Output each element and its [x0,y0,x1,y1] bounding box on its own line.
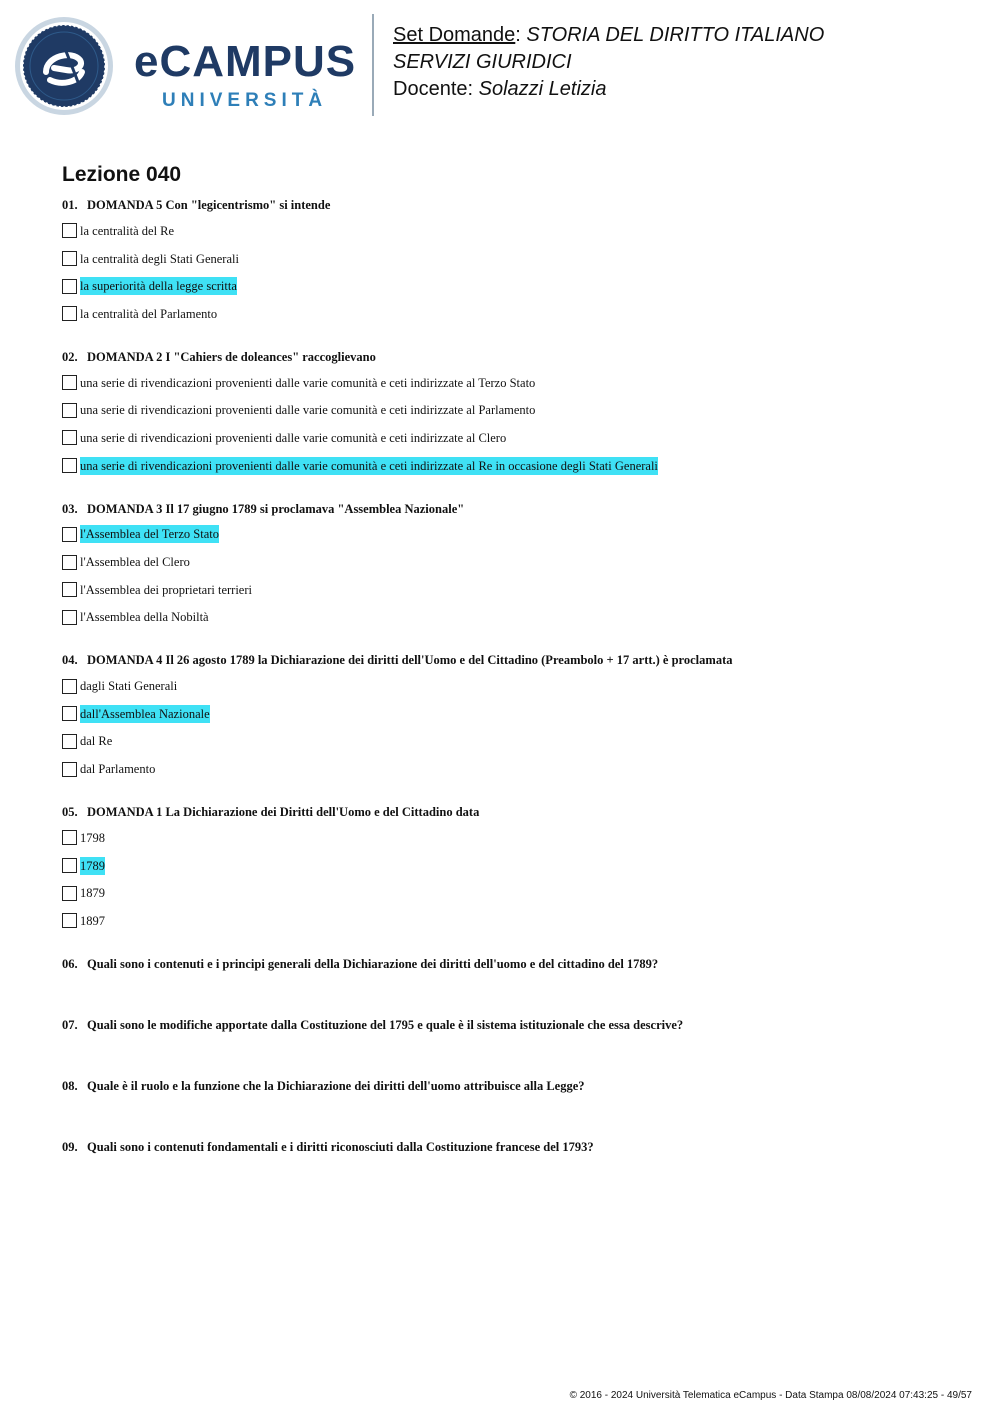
answer-checkbox[interactable] [62,610,77,625]
university-seal-icon [14,16,114,116]
page-footer: © 2016 - 2024 Università Telematica eCampus - Data Stampa 08/08/2024 07:43:25 - 49/57 [569,1390,972,1401]
question-text: Quali sono i contenuti fondamentali e i diritti riconosciuti dalla Costituzione francese del 1793? [87,1139,594,1154]
answer-checkbox[interactable] [62,458,77,473]
set-label: Set Domande [393,24,516,46]
ecampus-logo [14,16,357,116]
question-number: 06. [62,956,78,971]
question-heading [62,349,962,365]
set-title-line2: SERVIZI GIURIDICI [393,51,572,73]
answer-text: 1897 [80,913,105,928]
teacher-name: Solazzi Letizia [478,78,607,100]
answer-text-highlighted: l'Assemblea del Terzo Stato [80,527,219,542]
answer-checkbox[interactable] [62,223,77,238]
answer-checkbox[interactable] [62,886,77,901]
header-divider [372,14,374,116]
answer-option[interactable] [62,728,962,756]
answer-option[interactable] [62,424,962,452]
answer-checkbox[interactable] [62,830,77,845]
question-text: DOMANDA 5 Con "legicentrismo" si intende [87,198,331,212]
answer-option[interactable] [62,604,962,632]
answer-option[interactable] [62,245,962,273]
answer-option[interactable] [62,824,962,852]
header-info [393,22,824,103]
set-title: STORIA DEL DIRITTO ITALIANO [526,24,825,46]
question-block [62,501,962,632]
question-block [62,652,962,783]
teacher-label: Docente [393,78,468,100]
answer-checkbox[interactable] [62,403,77,418]
answer-text: la centralità degli Stati Generali [80,251,239,266]
question-heading [62,501,962,517]
answer-checkbox[interactable] [62,555,77,570]
answer-checkbox[interactable] [62,527,77,542]
answer-option[interactable] [62,755,962,783]
question-text: DOMANDA 3 Il 17 giugno 1789 si proclamava "Assemblea Nazionale" [87,501,465,516]
question-heading [62,956,962,972]
answer-checkbox[interactable] [62,279,77,294]
answer-option[interactable] [62,369,962,397]
question-block [62,1017,962,1057]
answer-option[interactable] [62,907,962,935]
answer-option[interactable] [62,879,962,907]
question-heading [62,1017,962,1033]
answer-text: 1879 [80,886,105,901]
answer-text: dagli Stati Generali [80,679,178,694]
answer-checkbox[interactable] [62,913,77,928]
answer-option[interactable] [62,548,962,576]
question-number: 07. [62,1017,78,1032]
answer-option[interactable] [62,396,962,424]
answer-option[interactable] [62,700,962,728]
question-number: 05. [62,805,78,819]
answer-checkbox[interactable] [62,679,77,694]
answer-option[interactable] [62,272,962,300]
answer-text: l'Assemblea della Nobiltà [80,610,209,625]
question-block [62,197,962,328]
question-block [62,956,962,996]
question-list [62,197,962,1200]
answer-text-highlighted: dall'Assemblea Nazionale [80,706,210,721]
answer-checkbox[interactable] [62,430,77,445]
answer-text: la centralità del Parlamento [80,306,218,321]
answer-text-highlighted: la superiorità della legge scritta [80,279,237,294]
question-block [62,1139,962,1179]
set-line: Set Domande: STORIA DEL DIRITTO ITALIANO [393,24,825,46]
question-number: 04. [62,653,78,668]
question-number: 02. [62,349,78,364]
question-number: 08. [62,1078,78,1093]
question-heading [62,804,962,820]
question-heading [62,1139,962,1155]
question-number: 09. [62,1139,78,1154]
question-heading [62,197,962,213]
answer-checkbox[interactable] [62,375,77,390]
answer-checkbox[interactable] [62,858,77,873]
answer-text: una serie di rivendicazioni provenienti dalle varie comunità e ceti indirizzate al Terzo Stato [80,375,536,390]
answer-checkbox[interactable] [62,251,77,266]
answer-option[interactable] [62,852,962,880]
answer-text: una serie di rivendicazioni provenienti dalle varie comunità e ceti indirizzate al Parlamento [80,403,536,418]
answer-checkbox[interactable] [62,762,77,777]
answer-option[interactable] [62,217,962,245]
answer-text-highlighted: 1789 [80,858,105,873]
question-text: Quale è il ruolo e la funzione che la Dichiarazione dei diritti dell'uomo attribuisce alla Legge? [87,1078,585,1093]
answer-text: 1798 [80,830,105,845]
answer-option[interactable] [62,672,962,700]
question-text: DOMANDA 4 Il 26 agosto 1789 la Dichiarazione dei diritti dell'Uomo e del Cittadino (Preambolo + 17 artt.) è proclamata [87,653,733,668]
answer-option[interactable] [62,576,962,604]
question-heading [62,1078,962,1094]
question-text: DOMANDA 2 I "Cahiers de doleances" raccoglievano [87,349,376,364]
answer-checkbox[interactable] [62,306,77,321]
answer-option[interactable] [62,521,962,549]
question-number: 03. [62,501,78,516]
question-block [62,349,962,480]
question-number: 01. [62,198,78,212]
logo-subtext: UNIVERSITÀ [162,90,328,111]
answer-text: dal Re [80,734,113,749]
question-block [62,804,962,935]
answer-checkbox[interactable] [62,706,77,721]
answer-checkbox[interactable] [62,734,77,749]
answer-checkbox[interactable] [62,582,77,597]
answer-text: una serie di rivendicazioni provenienti dalle varie comunità e ceti indirizzate al Clero [80,430,507,445]
logo-wordmark: eCAMPUS [134,37,357,86]
set-title-line2-row [393,49,824,76]
answer-option[interactable] [62,300,962,328]
question-heading [62,652,962,668]
answer-text: l'Assemblea del Clero [80,555,190,570]
answer-text-highlighted: una serie di rivendicazioni provenienti dalle varie comunità e ceti indirizzate al Re in occasione degli Stati Generali [80,458,658,473]
question-text: Quali sono le modifiche apportate dalla Costituzione del 1795 e quale è il sistema istituzionale che essa descrive? [87,1017,684,1032]
question-block [62,1078,962,1118]
question-text: Quali sono i contenuti e i principi generali della Dichiarazione dei diritti dell'uomo e del cittadino del 1789? [87,956,659,971]
lesson-title: Lezione 040 [62,163,182,186]
answer-text: la centralità del Re [80,223,175,238]
answer-option[interactable] [62,452,962,480]
question-text: DOMANDA 1 La Dichiarazione dei Diritti dell'Uomo e del Cittadino data [87,805,480,819]
answer-text: l'Assemblea dei proprietari terrieri [80,582,252,597]
teacher-line: Docente: Solazzi Letizia [393,78,607,100]
answer-text: dal Parlamento [80,762,156,777]
